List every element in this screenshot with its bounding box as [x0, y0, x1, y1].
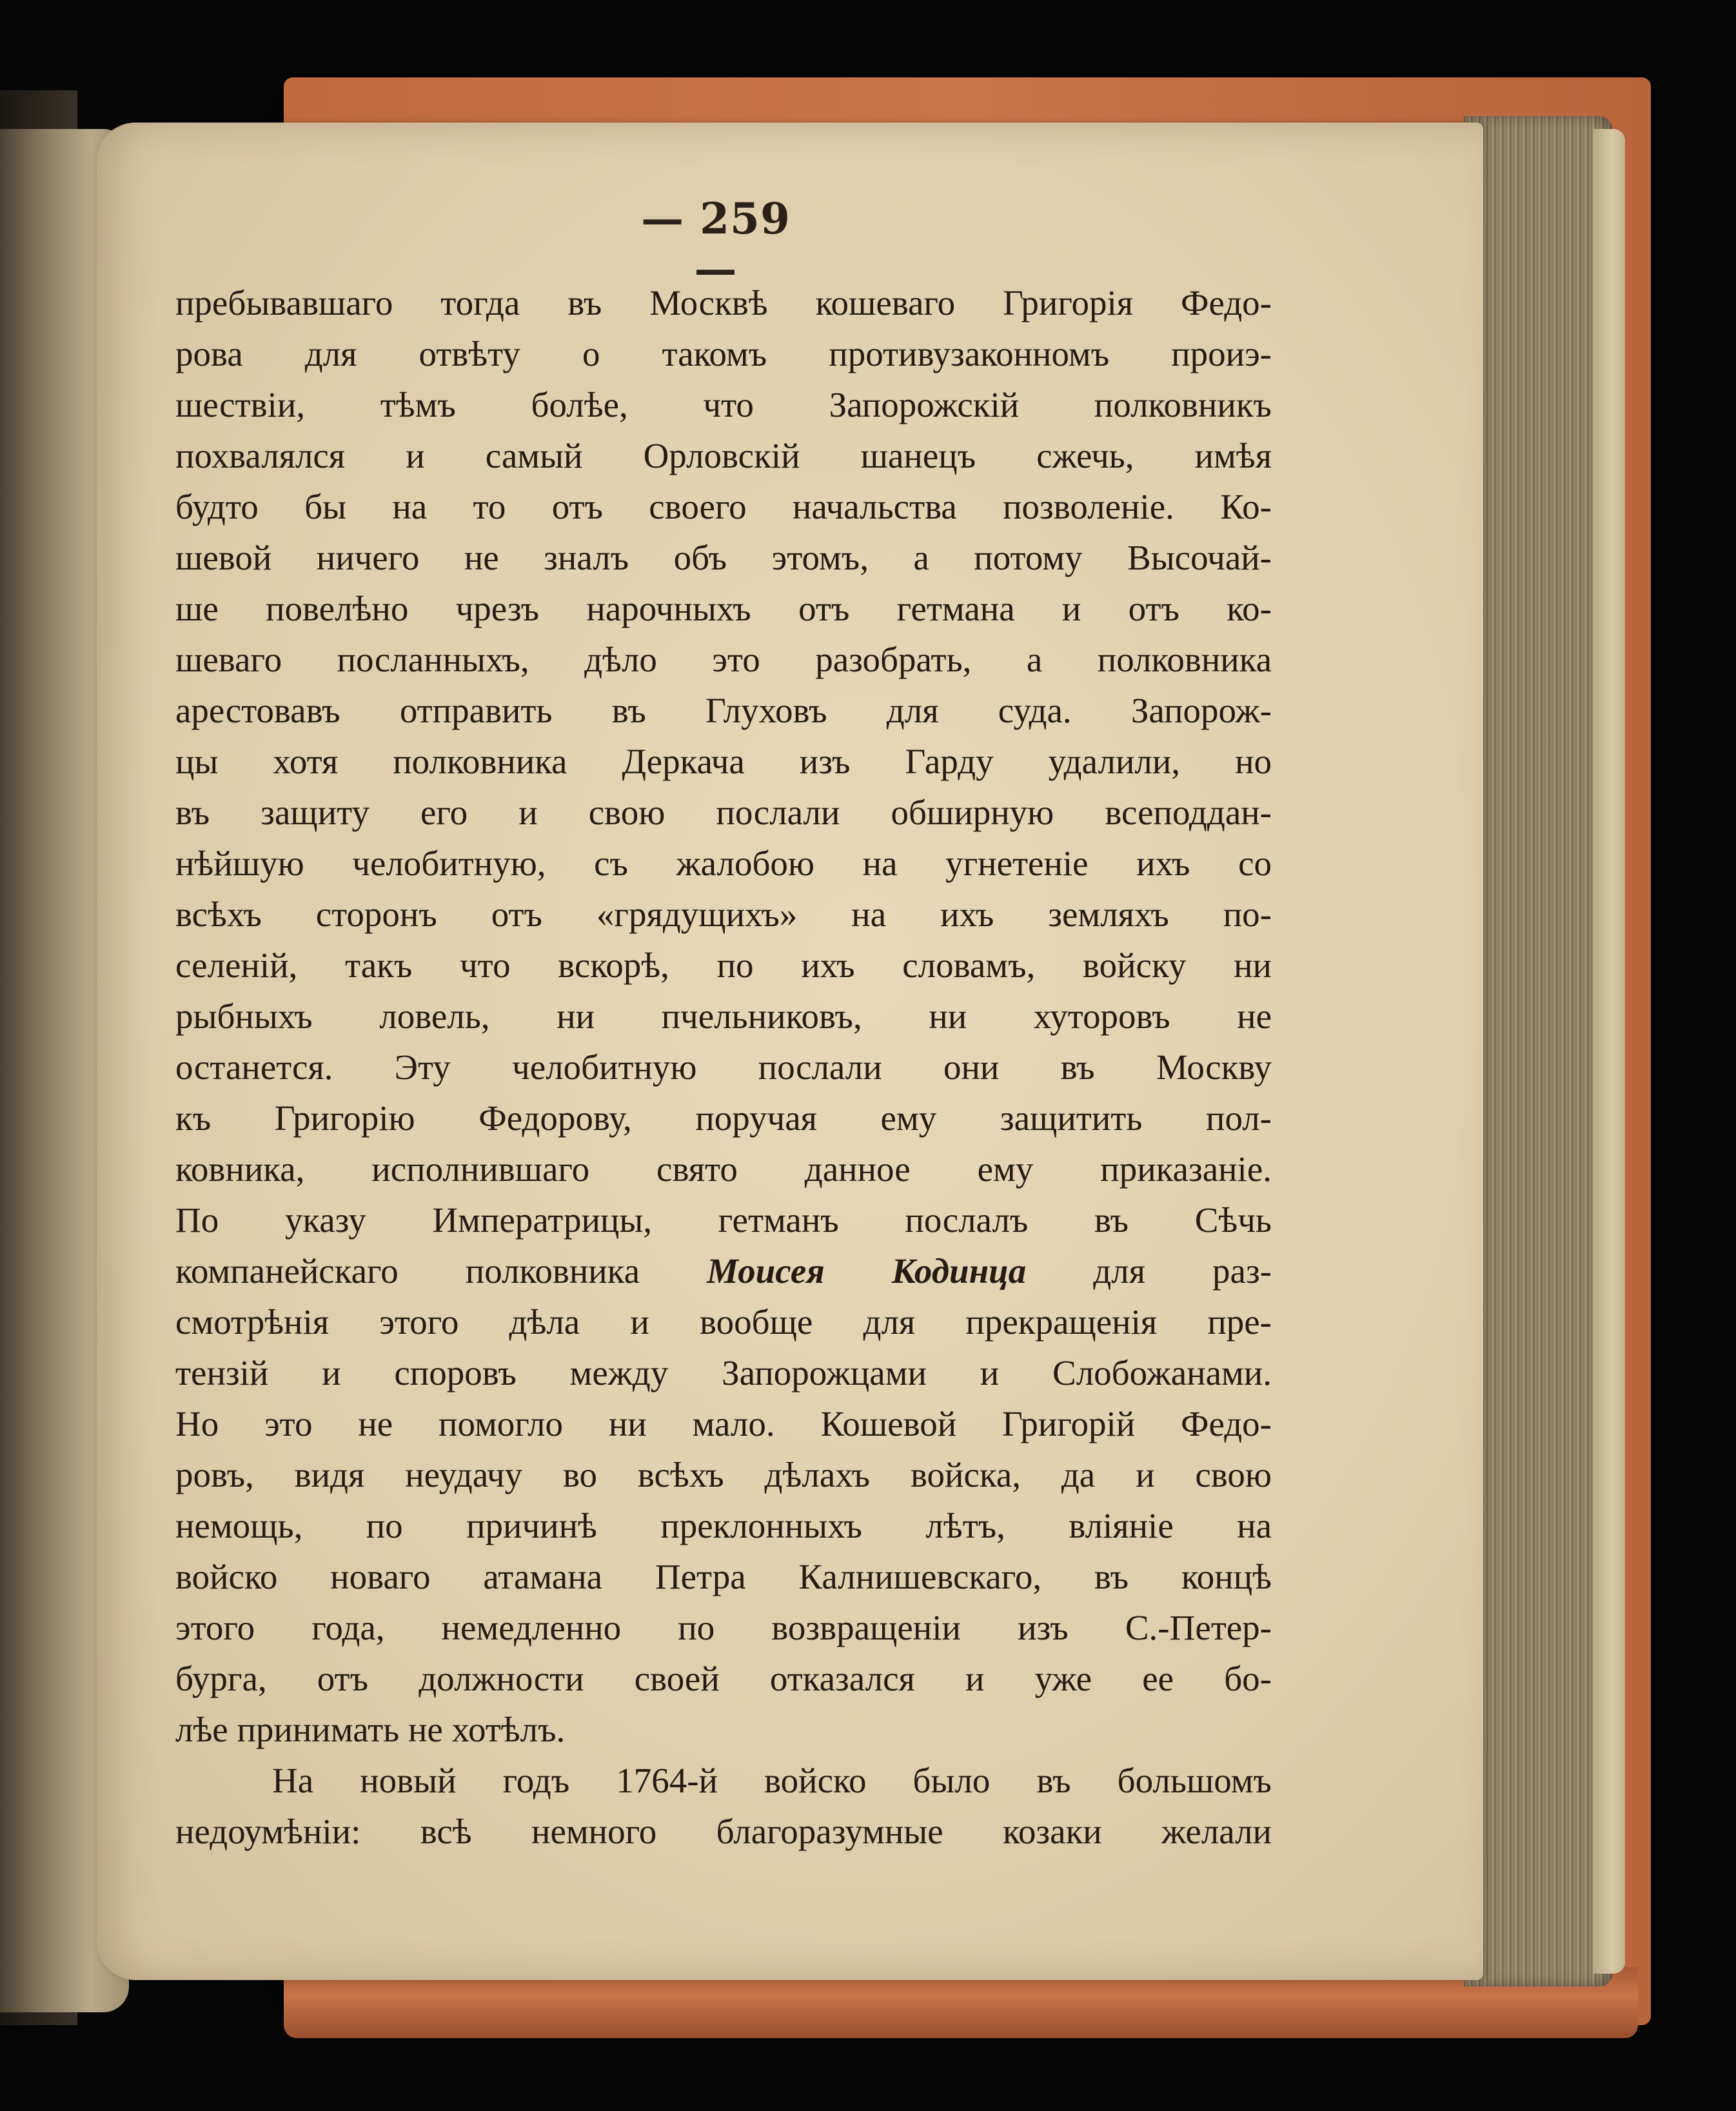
page-stack-edge — [1593, 129, 1625, 1974]
text-line — [175, 1245, 1272, 1296]
text-line: будто бы на то отъ своего начальства позволеніе. Ко- — [175, 487, 1272, 526]
text-line: цы хотя полковника Деркача изъ Гарду удалили, но — [175, 742, 1272, 781]
text-line: рова для отвѣту о такомъ противузаконномъ проиэ- — [175, 334, 1272, 373]
text-line: шевой ничего не зналъ объ этомъ, а потому Высочай- — [175, 538, 1272, 577]
text-line: шеваго посланныхъ, дѣло это разобрать, а полковника — [175, 640, 1272, 679]
page-stack — [1464, 116, 1612, 1987]
text-line: войско новаго атамана Петра Калнишевскаго, въ концѣ — [175, 1557, 1272, 1596]
text-line: бурга, отъ должности своей отказался и уже ее бо- — [175, 1659, 1272, 1698]
text-line: къ Григорію Федорову, поручая ему защитить пол- — [175, 1098, 1272, 1138]
text-segment: компанейскаго полковника — [175, 1251, 707, 1291]
text-line: въ защиту его и свою послали обширную всеподдан- — [175, 793, 1272, 832]
text-line: По указу Императрицы, гетманъ послалъ въ Сѣчь — [175, 1200, 1272, 1240]
text-line: нѣйшую челобитную, съ жалобою на угнетеніе ихъ со — [175, 844, 1272, 883]
text-line: недоумѣніи: всѣ немного благоразумные козаки желали — [175, 1812, 1272, 1851]
text-line: этого года, немедленно по возвращеніи изъ С.-Петер- — [175, 1608, 1272, 1647]
text-line: тензій и споровъ между Запорожцами и Слобожанами. — [175, 1353, 1272, 1392]
text-line: ковника, исполнившаго свято данное ему приказаніе. — [175, 1149, 1272, 1189]
text-line: рыбныхъ ловель, ни пчельниковъ, ни хуторовъ не — [175, 996, 1272, 1036]
text-line: смотрѣнія этого дѣла и вообще для прекращенія пре- — [175, 1302, 1272, 1342]
text-line: На новый годъ 1764-й войско было въ большомъ — [272, 1761, 1272, 1800]
text-line: немощь, по причинѣ преклонныхъ лѣтъ, вліяніе на — [175, 1506, 1272, 1545]
text-line: шествіи, тѣмъ болѣе, что Запорожскій полковникъ — [175, 385, 1272, 424]
text-line: селеній, такъ что вскорѣ, по ихъ словамъ, войску ни — [175, 946, 1272, 985]
text-segment: для раз- — [1026, 1251, 1272, 1291]
text-line: всѣхъ сторонъ отъ «грядущихъ» на ихъ земляхъ по- — [175, 895, 1272, 934]
text-line: ше повелѣно чрезъ нарочныхъ отъ гетмана и отъ ко- — [175, 589, 1272, 628]
text-line: лѣе принимать не хотѣлъ. — [175, 1710, 566, 1749]
text-line: ровъ, видя неудачу во всѣхъ дѣлахъ войска, да и свою — [175, 1455, 1272, 1494]
text-line: похвалялся и самый Орловскій шанецъ сжечь, имѣя — [175, 436, 1272, 475]
text-line: арестовавъ отправить въ Глуховъ для суда. Запорож- — [175, 691, 1272, 730]
text-line: Но это не помогло ни мало. Кошевой Григорій Федо- — [175, 1404, 1272, 1443]
text-line: пребывавшаго тогда въ Москвѣ кошеваго Григорія Федо- — [175, 283, 1272, 322]
emphasized-name: Моисея Кодинца — [707, 1251, 1027, 1291]
text-line: останется. Эту челобитную послали они въ Москву — [175, 1047, 1272, 1087]
page-number: — 259 — — [641, 193, 791, 294]
body-text — [175, 277, 1272, 1857]
